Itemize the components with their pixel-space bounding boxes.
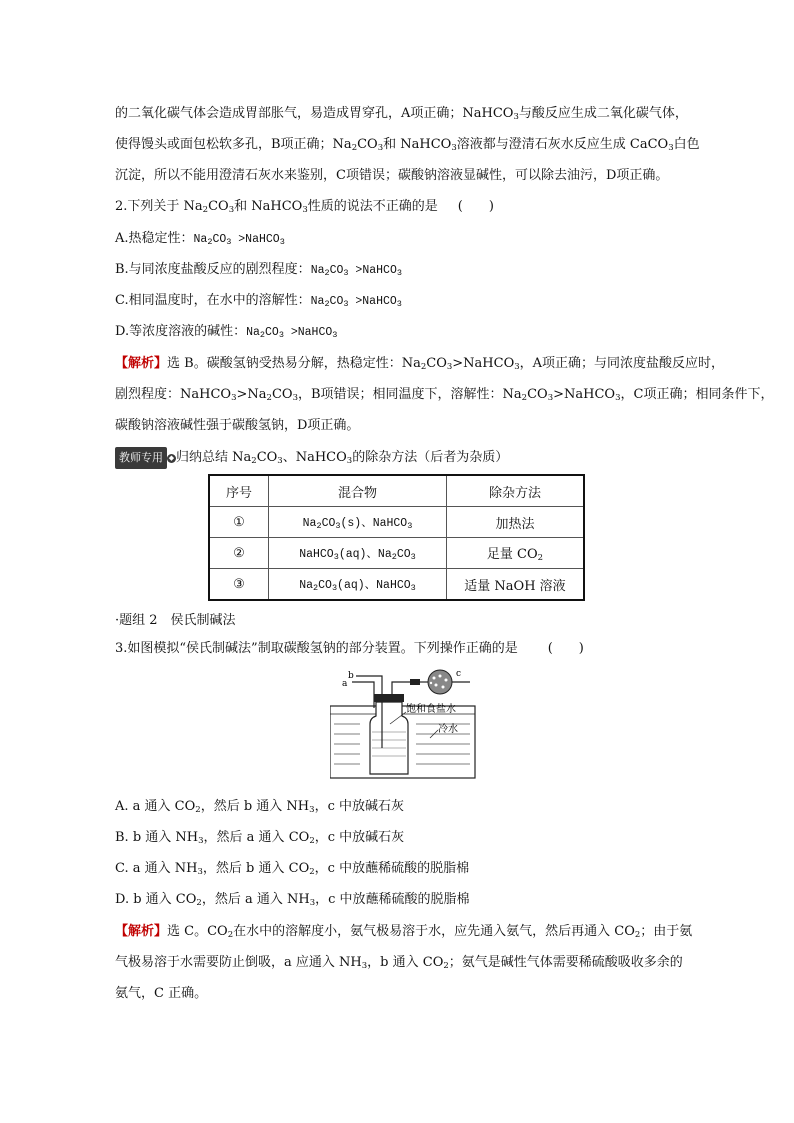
q3-analysis-1: 【解析】选 C。$CO_2$在水中的溶解度小，氨气极易溶于水，应先通入氨气，然后再通入 $CO_2$；由于氨 <box>115 924 693 940</box>
label-a: a <box>342 679 348 689</box>
teacher-note-title: 教师专用 ◆ 归纳总结 $Na_2CO_3$、NaHCO$_3$的除杂方法（后者为杂质） <box>115 447 508 471</box>
label-brine: 饱和食盐水 <box>406 704 456 715</box>
intro-line-2: 使得馒头或面包松软多孔，B项正确；$Na_2CO_3$和 NaHCO$_3$溶液都与澄清石灰水反应生成 CaCO$_3$白色 <box>115 137 700 153</box>
q2-option-c[interactable]: C.相同温度时，在水中的溶解性：$Na_2CO_3$ >NaHCO$_3$ <box>115 293 402 309</box>
intro-line-3: 沉淀，所以不能用澄清石灰水来鉴别，C项错误；碳酸钠溶液显碱性，可以除去油污，D项正确。 <box>115 168 669 183</box>
table-cell-method: 适量 NaOH 溶液 <box>447 569 585 601</box>
label-cold-water: 冷水 <box>438 724 458 735</box>
q3-option-d[interactable]: D. b 通入 $CO_2$，然后 a 通入 $NH_3$，c 中放蘸稀硫酸的脱脂棉 <box>115 892 470 908</box>
table-cell-method: 加热法 <box>447 507 585 538</box>
teacher-tag: 教师专用 <box>115 447 167 469</box>
analysis-tag: 【解析】 <box>115 356 168 371</box>
table-cell-mix: $Na_2CO_3(aq)$、NaHCO$_3$ <box>269 569 447 601</box>
intro-line-1: 的二氧化碳气体会造成胃部胀气，易造成胃穿孔，A项正确；NaHCO$_3$与酸反应生成二氧化碳气体， <box>115 106 688 122</box>
stopper <box>374 694 404 702</box>
q2-option-d[interactable]: D.等浓度溶液的碱性：$Na_2CO_3$ >NaHCO$_3$ <box>115 324 338 340</box>
table-row <box>209 538 584 569</box>
q3-analysis-3: 氨气，C 正确。 <box>115 986 208 1001</box>
label-b: b <box>348 671 354 681</box>
group-heading: ·题组 2 侯氏制碱法 <box>115 613 236 628</box>
table-cell-no: ③ <box>209 569 269 601</box>
table-cell-method: 足量 $CO_2$ <box>447 538 585 569</box>
q2-analysis-2: 剧烈程度：$NaHCO_3>Na_2CO_3$，B项错误；相同温度下，溶解性：$Na_2CO_3>NaHCO_3$，C项正确；相同条件下， <box>115 387 774 403</box>
apparatus-diagram <box>330 668 480 780</box>
q3-analysis-2: 气极易溶于水需要防止倒吸，a 应通入 $NH_3$，b 通入 $CO_2$；氨气是碱性气体需要稀硫酸吸收多余的 <box>115 955 683 971</box>
table-header: 混合物 <box>269 475 447 507</box>
table-header: 序号 <box>209 475 269 507</box>
q2-stem: 2.下列关于 $Na_2CO_3$和 NaHCO$_3$性质的说法不正确的是 ( ) <box>115 199 494 215</box>
q3-option-b[interactable]: B. b 通入 $NH_3$，然后 a 通入 $CO_2$，c 中放碱石灰 <box>115 830 405 846</box>
tube-a <box>352 682 374 708</box>
table-cell-no: ② <box>209 538 269 569</box>
table-row <box>209 507 584 538</box>
teacher-dot-icon: ◆ <box>168 454 175 462</box>
table-cell-mix: $Na_2CO_3(s)$、NaHCO$_3$ <box>269 507 447 538</box>
table-row <box>209 569 584 601</box>
q2-analysis-3: 碳酸钠溶液碱性强于碳酸氢钠，D项正确。 <box>115 418 360 433</box>
q2-option-a[interactable]: A.热稳定性：$Na_2CO_3$ >NaHCO$_3$ <box>115 231 285 247</box>
q2-option-b[interactable]: B.与同浓度盐酸反应的剧烈程度：$Na_2CO_3$ >NaHCO$_3$ <box>115 262 402 278</box>
q3-stem: 3.如图模拟“侯氏制碱法”制取碳酸氢钠的部分装置。下列操作正确的是 ( ) <box>115 641 584 656</box>
analysis-tag: 【解析】 <box>115 924 168 939</box>
table-header-row <box>209 475 584 507</box>
q3-option-c[interactable]: C. a 通入 $NH_3$，然后 b 通入 $CO_2$，c 中放蘸稀硫酸的脱脂棉 <box>115 861 470 877</box>
table-cell-mix: NaHCO$_3$(aq)、$Na_2CO_3$ <box>269 538 447 569</box>
purification-table <box>208 474 585 601</box>
bottle <box>370 702 408 774</box>
label-c: c <box>456 669 462 679</box>
q3-option-a[interactable]: A. a 通入 $CO_2$，然后 b 通入 $NH_3$，c 中放碱石灰 <box>115 799 404 815</box>
table-header: 除杂方法 <box>447 475 585 507</box>
q2-analysis-1: 【解析】选 B。碳酸氢钠受热易分解，热稳定性：$Na_2CO_3>NaHCO_3$，A项正确；与同浓度盐酸反应时， <box>115 356 725 372</box>
table-cell-no: ① <box>209 507 269 538</box>
